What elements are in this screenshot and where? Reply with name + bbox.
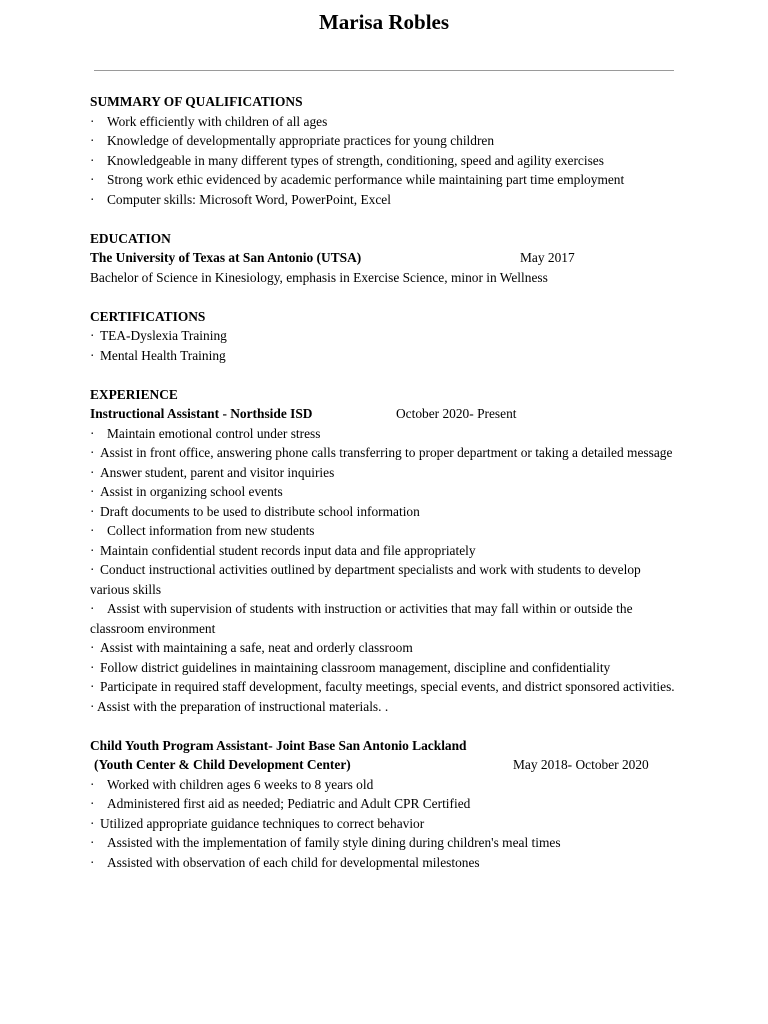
bullet-icon: · bbox=[90, 601, 95, 616]
school-name: The University of Texas at San Antonio (UTSA) bbox=[90, 250, 362, 265]
bullet-icon: · bbox=[90, 542, 95, 558]
job1-title: Instructional Assistant - Northside ISD bbox=[90, 406, 313, 421]
job2-title: Child Youth Program Assistant- Joint Base San Antonio Lackland bbox=[90, 737, 467, 753]
job1-date: October 2020- Present bbox=[396, 406, 517, 421]
bullet-icon: · bbox=[90, 640, 95, 655]
job1-item: · Assist with supervision of students with instruction or activities that may fall within or outside the classroom environment bbox=[90, 601, 633, 636]
bullet-icon: · bbox=[90, 152, 95, 168]
summary-item: · Knowledgeable in many different types of strength, conditioning, speed and agility exercises bbox=[90, 151, 680, 171]
summary-item: · Computer skills: Microsoft Word, PowerPoint, Excel bbox=[90, 190, 680, 210]
bullet-icon: · bbox=[90, 835, 95, 850]
job2-subtitle-row bbox=[90, 755, 680, 775]
job2-item: · Worked with children ages 6 weeks to 8 years old bbox=[90, 775, 680, 795]
bullet-icon: · bbox=[90, 172, 95, 187]
resume-body bbox=[90, 92, 680, 872]
summary-item: · Work efficiently with children of all ages bbox=[90, 112, 680, 132]
bullet-icon: · bbox=[90, 347, 95, 363]
bullet-icon: · bbox=[90, 523, 95, 538]
job2-item: · Assisted with the implementation of family style dining during children's meal times bbox=[90, 833, 680, 853]
bullet-icon: · bbox=[90, 425, 95, 441]
bullet-icon: · bbox=[90, 854, 95, 870]
job1-item: · Collect information from new students bbox=[90, 521, 680, 541]
summary-heading: SUMMARY OF QUALIFICATIONS bbox=[90, 94, 303, 109]
bullet-icon: · bbox=[90, 445, 95, 460]
certification-item: · Mental Health Training bbox=[90, 346, 680, 366]
bullet-icon: · bbox=[90, 113, 95, 129]
bullet-icon: · bbox=[90, 133, 95, 148]
bullet-icon: · bbox=[90, 679, 95, 694]
bullet-icon: · bbox=[90, 796, 95, 811]
certification-item: · TEA-Dyslexia Training bbox=[90, 326, 680, 346]
header-divider bbox=[94, 70, 674, 71]
job2-date: May 2018- October 2020 bbox=[513, 757, 649, 772]
education-date: May 2017 bbox=[520, 250, 575, 265]
job2-item: · Utilized appropriate guidance techniques to correct behavior bbox=[90, 814, 680, 834]
resume-name: Marisa Robles bbox=[318, 10, 450, 34]
bullet-icon: · bbox=[90, 776, 95, 792]
job1-item: · Participate in required staff development, faculty meetings, special events, and district sponsored activities. bbox=[90, 677, 680, 697]
job1-item: · Conduct instructional activities outlined by department specialists and work with students to develop various skills bbox=[90, 562, 641, 597]
job1-item: · Assist in front office, answering phone calls transferring to proper department or taking a detailed message bbox=[90, 443, 680, 463]
summary-item: · Strong work ethic evidenced by academic performance while maintaining part time employment bbox=[90, 170, 680, 190]
education-heading: EDUCATION bbox=[90, 230, 171, 246]
job1-item: · Assist with the preparation of instructional materials. . bbox=[90, 697, 680, 717]
bullet-icon: · bbox=[90, 815, 95, 831]
bullet-icon: · bbox=[90, 698, 95, 714]
job2-item: · Administered first aid as needed; Pediatric and Adult CPR Certified bbox=[90, 794, 680, 814]
job1-item: · Assist with maintaining a safe, neat and orderly classroom bbox=[90, 638, 680, 658]
education-degree: Bachelor of Science in Kinesiology, emphasis in Exercise Science, minor in Wellness bbox=[90, 269, 548, 285]
certifications-heading: CERTIFICATIONS bbox=[90, 308, 206, 324]
job1-item: · Answer student, parent and visitor inquiries bbox=[90, 463, 680, 483]
job1-item: · Assist in organizing school events bbox=[90, 482, 680, 502]
bullet-icon: · bbox=[90, 191, 95, 207]
job1-title-row bbox=[90, 404, 680, 424]
job2-item: · Assisted with observation of each child for developmental milestones bbox=[90, 853, 680, 873]
bullet-icon: · bbox=[90, 484, 95, 499]
job1-item: · Draft documents to be used to distribute school information bbox=[90, 502, 680, 522]
bullet-icon: · bbox=[90, 562, 95, 577]
bullet-icon: · bbox=[90, 464, 95, 480]
summary-item: · Knowledge of developmentally appropriate practices for young children bbox=[90, 131, 680, 151]
job1-item: · Follow district guidelines in maintaining classroom management, discipline and confidentiality bbox=[90, 658, 680, 678]
job1-item: · Maintain confidential student records input data and file appropriately bbox=[90, 541, 680, 561]
bullet-icon: · bbox=[90, 659, 95, 675]
job1-item: · Maintain emotional control under stress bbox=[90, 424, 680, 444]
bullet-icon: · bbox=[90, 503, 95, 519]
bullet-icon: · bbox=[90, 328, 95, 343]
job2-subtitle: (Youth Center & Child Development Center) bbox=[94, 757, 351, 772]
experience-heading: EXPERIENCE bbox=[90, 386, 178, 402]
education-school-row bbox=[90, 248, 680, 268]
